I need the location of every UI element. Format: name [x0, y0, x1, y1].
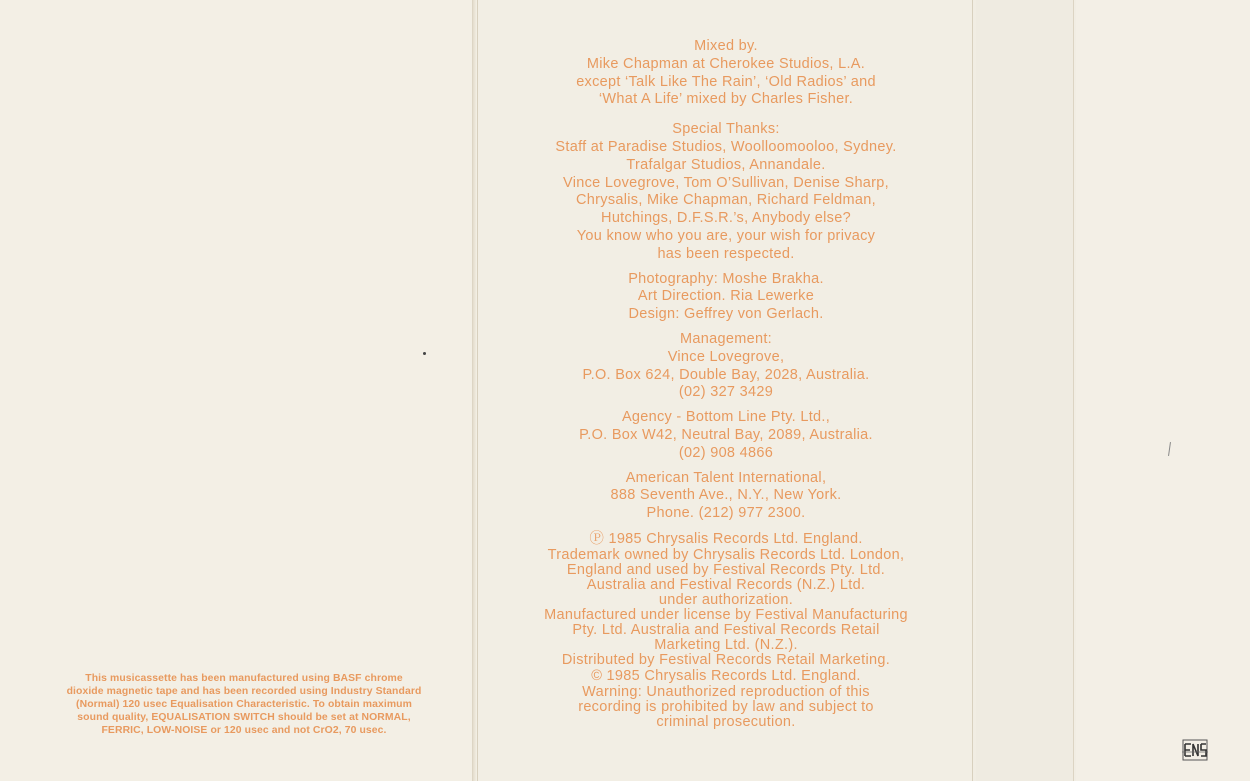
credits-panel [477, 0, 973, 781]
mixed-by-block [478, 38, 974, 109]
credit-line: Phone. (212) 977 2300. [646, 505, 806, 522]
credit-line: P.O. Box 624, Double Bay, 2028, Australia. [582, 366, 870, 383]
tape-note-line: FERRIC, LOW-NOISE or 120 usec and not CrO2, 70 usec. [101, 725, 387, 736]
management-block [478, 331, 974, 402]
credit-line: Staff at Paradise Studios, Woolloomooloo, Sydney. [555, 138, 897, 155]
credit-line: Distributed by Festival Records Retail Marketing. [561, 651, 891, 668]
credit-line: Vince Lovegrove, [667, 348, 785, 365]
credit-line: England and used by Festival Records Pty. Ltd. [566, 561, 886, 578]
credit-line: criminal prosecution. [656, 713, 796, 730]
credit-line: You know who you are, your wish for privacy [576, 227, 876, 244]
credit-line: Agency - Bottom Line Pty. Ltd., [621, 409, 831, 426]
credit-line: Hutchings, D.F.S.R.’s, Anybody else? [601, 210, 851, 227]
credit-line: except ‘Talk Like The Rain’, ‘Old Radios’ and [576, 73, 876, 90]
credit-line: Ⓟ 1985 Chrysalis Records Ltd. England. [589, 530, 863, 547]
credit-line: (02) 908 4866 [678, 444, 774, 461]
legal-block [478, 530, 974, 730]
credit-line: under authorization. [658, 591, 794, 608]
art-credits-block [478, 271, 974, 324]
agency-block [478, 409, 974, 462]
credit-line: recording is prohibited by law and subject to [578, 698, 874, 715]
tape-note-line: (Normal) 120 usec Equalisation Characteristic. To obtain maximum [76, 699, 412, 710]
credit-line: © 1985 Chrysalis Records Ltd. England. [591, 667, 861, 684]
credit-line: Manufactured under license by Festival Manufacturing [544, 606, 908, 623]
ens-logo-icon [1182, 738, 1208, 762]
credit-line: Warning: Unauthorized reproduction of this [582, 683, 870, 700]
credit-line: ‘What A Life’ mixed by Charles Fisher. [598, 91, 854, 108]
credit-line: Management: [680, 330, 772, 347]
left-panel [0, 0, 473, 781]
special-thanks-block [478, 121, 974, 263]
paper-speck [423, 352, 426, 355]
tape-note-line: sound quality, EQUALISATION SWITCH should be set at NORMAL, [77, 712, 411, 723]
credit-line: Vince Lovegrove, Tom O’Sullivan, Denise Sharp, [563, 174, 889, 191]
right-panel [1076, 0, 1250, 781]
credit-line: Photography: Moshe Brakha. [628, 270, 824, 287]
credit-line: Marketing Ltd. (N.Z.). [654, 636, 798, 653]
credits-text [478, 38, 974, 737]
credit-line: Pty. Ltd. Australia and Festival Records Retail [572, 621, 880, 638]
credit-line: Australia and Festival Records (N.Z.) Ltd. [586, 576, 866, 593]
credit-line: Art Direction. Ria Lewerke [637, 288, 815, 305]
credit-line: Trademark owned by Chrysalis Records Ltd. London, [547, 546, 905, 563]
credit-line: Mixed by. [694, 38, 758, 54]
credit-line: P.O. Box W42, Neutral Bay, 2089, Australia. [579, 426, 873, 443]
credit-line: has been respected. [657, 245, 795, 262]
credit-line: 888 Seventh Ave., N.Y., New York. [610, 487, 842, 504]
credit-line: Mike Chapman at Cherokee Studios, L.A. [586, 55, 866, 72]
tape-note [40, 672, 448, 737]
credit-line: Special Thanks: [672, 121, 780, 138]
credit-line: American Talent International, [625, 469, 827, 486]
tape-note-line: dioxide magnetic tape and has been recorded using Industry Standard [66, 686, 422, 697]
credit-line: Chrysalis, Mike Chapman, Richard Feldman, [576, 192, 876, 209]
credit-line: Trafalgar Studios, Annandale. [626, 156, 826, 173]
credit-line: Design: Geffrey von Gerlach. [628, 306, 824, 323]
tape-note-line: This musicassette has been manufactured using BASF chrome [85, 673, 403, 684]
ati-block [478, 470, 974, 523]
spine-panel [976, 0, 1074, 781]
credit-line: (02) 327 3429 [678, 384, 774, 401]
